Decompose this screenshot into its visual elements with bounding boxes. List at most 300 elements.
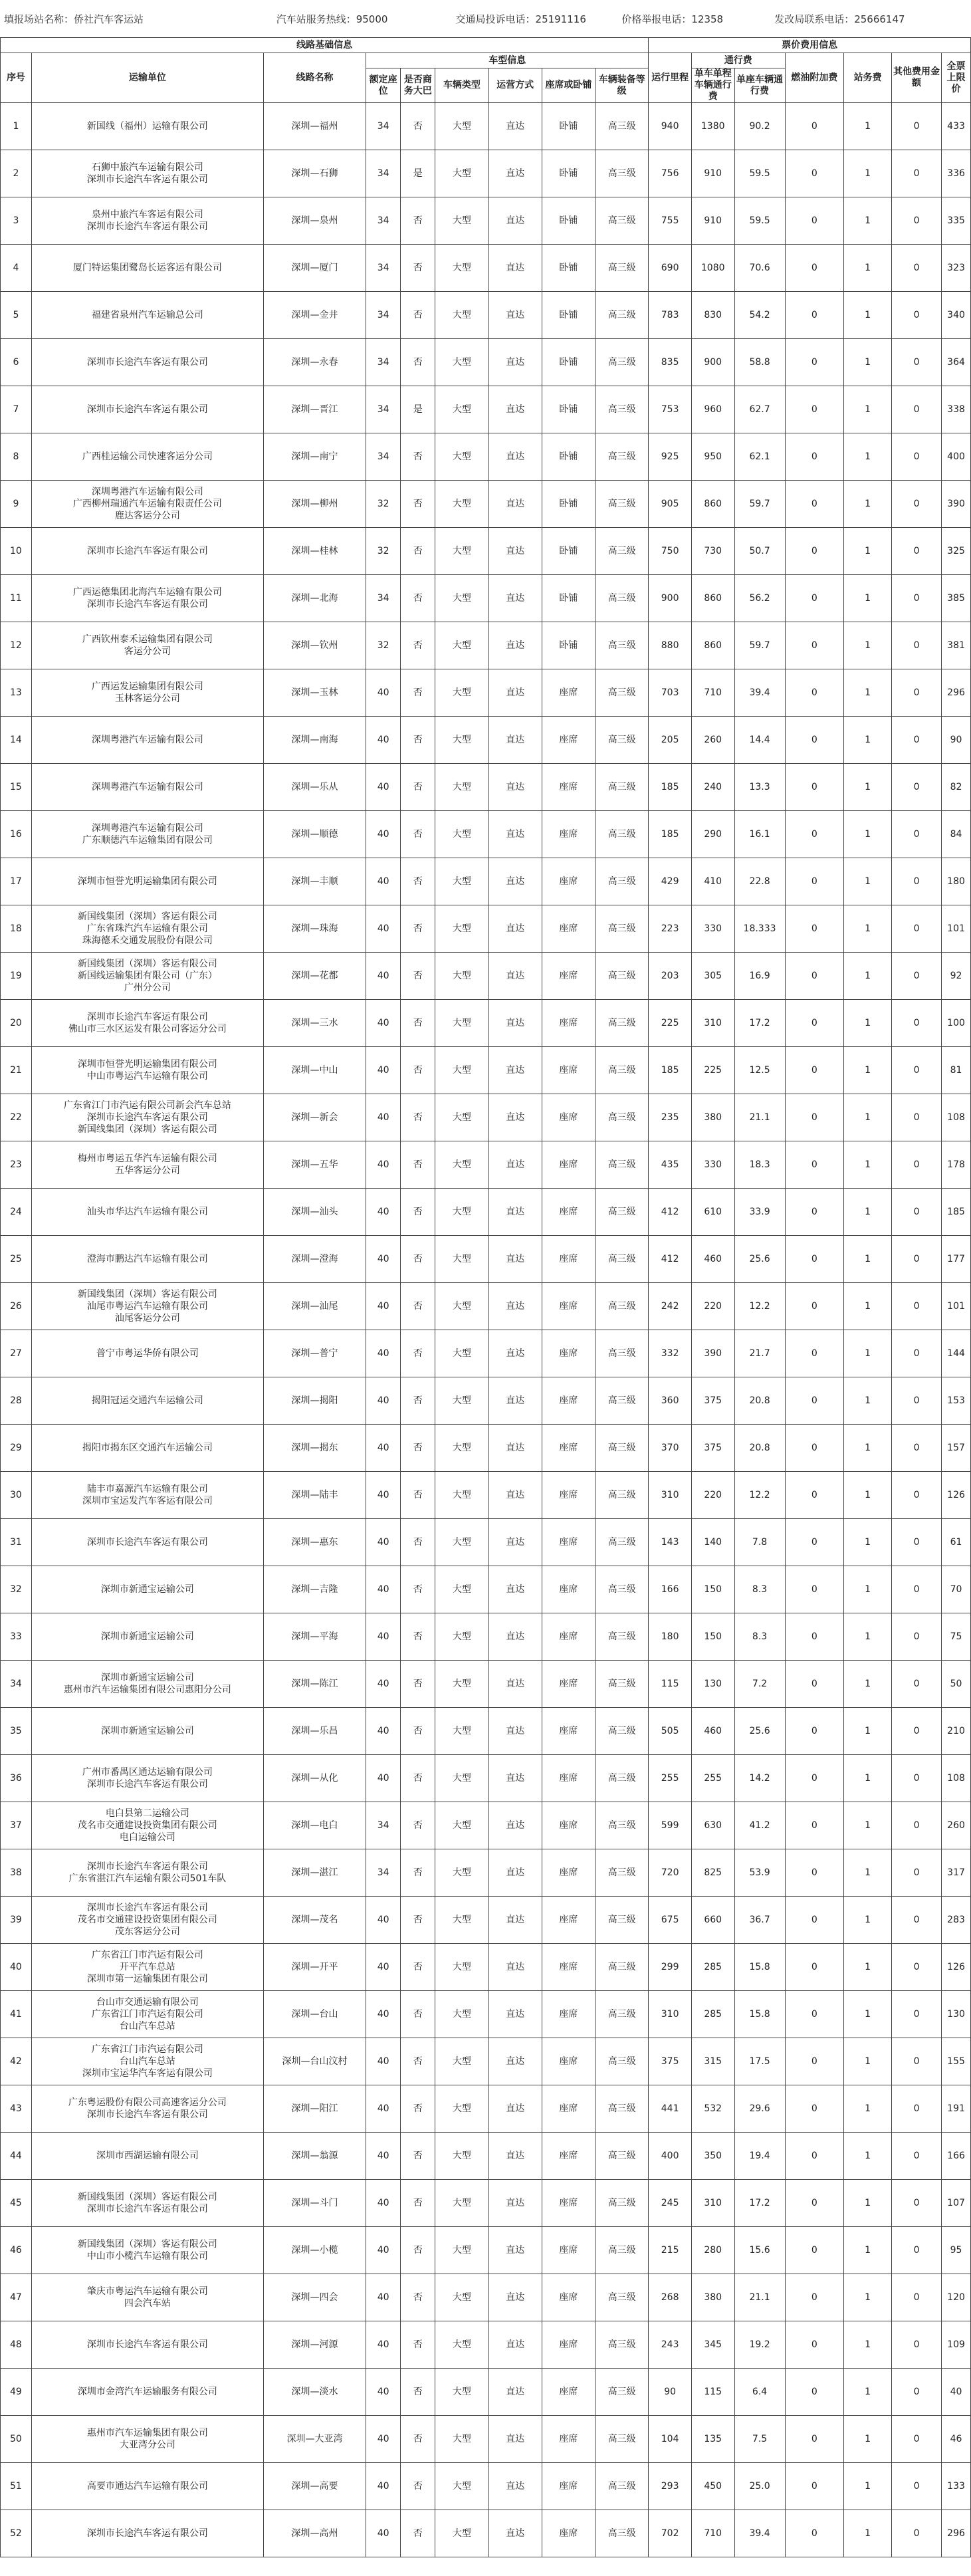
table-row — [1, 1189, 971, 1236]
unit-line: 新国线集团（深圳）客运有限公司 — [77, 2192, 217, 2202]
cell-seq: 21 — [1, 1047, 32, 1094]
cell-business: 否 — [401, 2180, 435, 2227]
unit-line: 台山汽车总站 — [119, 2056, 175, 2067]
cell-fuel: 0 — [785, 2463, 844, 2510]
cell-seq: 7 — [1, 386, 32, 433]
cell-max-price: 185 — [942, 1189, 971, 1236]
cell-toll-vehicle: 380 — [691, 1094, 734, 1141]
cell-other: 0 — [892, 481, 942, 528]
cell-mileage: 702 — [649, 2510, 692, 2557]
unit-line: 深圳市恒誉光明运输集团有限公司 — [77, 1059, 217, 1070]
table-row — [1, 245, 971, 292]
cell-route: 深圳—惠东 — [263, 1519, 366, 1566]
cell-seq: 24 — [1, 1189, 32, 1236]
cell-grade: 高三级 — [595, 905, 648, 953]
cell-mode: 直达 — [488, 292, 542, 339]
cell-seats: 40 — [366, 2510, 401, 2557]
cell-toll-vehicle: 910 — [691, 150, 734, 197]
table-row — [1, 2463, 971, 2510]
cell-toll-vehicle: 1380 — [691, 103, 734, 150]
cell-route: 深圳—柳州 — [263, 481, 366, 528]
cell-other: 0 — [892, 811, 942, 858]
cell-seat-type: 卧铺 — [542, 339, 595, 386]
cell-seats: 40 — [366, 811, 401, 858]
cell-grade: 高三级 — [595, 339, 648, 386]
cell-business: 否 — [401, 528, 435, 575]
unit-line: 高要市通达汽车运输有限公司 — [86, 2481, 208, 2492]
cell-vtype: 大型 — [435, 622, 488, 669]
cell-seats: 40 — [366, 1377, 401, 1425]
cell-grade: 高三级 — [595, 1661, 648, 1708]
cell-max-price: 126 — [942, 1944, 971, 1991]
table-row — [1, 1849, 971, 1897]
cell-mileage: 243 — [649, 2321, 692, 2369]
cell-seats: 34 — [366, 386, 401, 433]
cell-seq: 29 — [1, 1425, 32, 1472]
table-row — [1, 103, 971, 150]
table-row — [1, 1944, 971, 1991]
cell-vtype: 大型 — [435, 1141, 488, 1189]
cell-mode: 直达 — [488, 953, 542, 1000]
cell-fuel: 0 — [785, 2274, 844, 2321]
cell-other: 0 — [892, 1519, 942, 1566]
cell-seats: 34 — [366, 245, 401, 292]
cell-mileage: 435 — [649, 1141, 692, 1189]
cell-max-price: 70 — [942, 1566, 971, 1613]
cell-station-fee: 1 — [844, 2038, 892, 2085]
cell-toll-vehicle: 825 — [691, 1849, 734, 1897]
unit-line: 普宁市粤运华侨有限公司 — [96, 1348, 199, 1359]
cell-vtype: 大型 — [435, 2369, 488, 2416]
cell-route: 深圳—珠海 — [263, 905, 366, 953]
cell-vtype: 大型 — [435, 575, 488, 622]
unit-line: 深圳市长途汽车客运有限公司 — [86, 2528, 208, 2539]
cell-fuel: 0 — [785, 386, 844, 433]
cell-grade: 高三级 — [595, 811, 648, 858]
cell-toll-vehicle: 350 — [691, 2133, 734, 2180]
cell-unit — [31, 103, 263, 150]
cell-mode: 直达 — [488, 1141, 542, 1189]
unit-line: 中山市粤运汽车运输有限公司 — [86, 1071, 208, 1082]
cell-mode: 直达 — [488, 339, 542, 386]
cell-grade: 高三级 — [595, 1991, 648, 2038]
cell-route: 深圳—湛江 — [263, 1849, 366, 1897]
cell-mileage: 310 — [649, 1472, 692, 1519]
cell-unit — [31, 2133, 263, 2180]
cell-toll-vehicle: 280 — [691, 2227, 734, 2274]
cell-unit — [31, 2369, 263, 2416]
cell-toll-vehicle: 310 — [691, 1000, 734, 1047]
cell-grade: 高三级 — [595, 622, 648, 669]
cell-other: 0 — [892, 245, 942, 292]
unit-line: 开平汽车总站 — [119, 1962, 175, 1972]
cell-fuel: 0 — [785, 2416, 844, 2463]
cell-station-fee: 1 — [844, 386, 892, 433]
cell-mileage: 756 — [649, 150, 692, 197]
unit-line: 广西桂运输公司快速客运分公司 — [82, 451, 213, 462]
cell-business: 否 — [401, 1283, 435, 1330]
cell-seats: 40 — [366, 2133, 401, 2180]
cell-mode: 直达 — [488, 1897, 542, 1944]
cell-seq: 51 — [1, 2463, 32, 2510]
cell-station-fee: 1 — [844, 953, 892, 1000]
cell-grade: 高三级 — [595, 2274, 648, 2321]
cell-grade: 高三级 — [595, 1330, 648, 1377]
cell-mileage: 905 — [649, 481, 692, 528]
unit-line: 深圳市长途汽车客运有限公司 — [86, 404, 208, 415]
cell-mileage: 299 — [649, 1944, 692, 1991]
unit-line: 茂名市交通建设投资集团有限公司 — [77, 1915, 217, 1925]
table-row — [1, 197, 971, 245]
cell-mileage: 215 — [649, 2227, 692, 2274]
cell-toll-per-seat: 25.6 — [734, 1708, 785, 1755]
cell-toll-per-seat: 15.6 — [734, 2227, 785, 2274]
cell-business: 否 — [401, 1613, 435, 1661]
cell-station-fee: 1 — [844, 2227, 892, 2274]
cell-mode: 直达 — [488, 197, 542, 245]
cell-toll-per-seat: 12.2 — [734, 1283, 785, 1330]
cell-vtype: 大型 — [435, 1661, 488, 1708]
cell-toll-vehicle: 710 — [691, 2510, 734, 2557]
cell-unit — [31, 811, 263, 858]
unit-line: 珠海德禾交通发展股份有限公司 — [82, 935, 213, 946]
cell-route: 深圳—中山 — [263, 1047, 366, 1094]
cell-station-fee: 1 — [844, 1000, 892, 1047]
table-row — [1, 2369, 971, 2416]
cell-seats: 32 — [366, 622, 401, 669]
cell-unit — [31, 2321, 263, 2369]
cell-vtype: 大型 — [435, 2085, 488, 2133]
cell-seats: 40 — [366, 2227, 401, 2274]
cell-seats: 34 — [366, 1849, 401, 1897]
cell-toll-vehicle: 150 — [691, 1566, 734, 1613]
cell-fuel: 0 — [785, 1613, 844, 1661]
cell-station-fee: 1 — [844, 1755, 892, 1802]
cell-route: 深圳—五华 — [263, 1141, 366, 1189]
cell-fuel: 0 — [785, 717, 844, 764]
cell-grade: 高三级 — [595, 717, 648, 764]
cell-seats: 40 — [366, 2369, 401, 2416]
cell-seat-type: 卧铺 — [542, 245, 595, 292]
cell-mileage: 205 — [649, 717, 692, 764]
cell-seq: 36 — [1, 1755, 32, 1802]
cell-toll-vehicle: 450 — [691, 2463, 734, 2510]
cell-seq: 39 — [1, 1897, 32, 1944]
cell-route: 深圳—吉隆 — [263, 1566, 366, 1613]
cell-seat-type: 座席 — [542, 1849, 595, 1897]
cell-business: 否 — [401, 622, 435, 669]
table-row — [1, 1755, 971, 1802]
cell-grade: 高三级 — [595, 528, 648, 575]
cell-other: 0 — [892, 1425, 942, 1472]
cell-station-fee: 1 — [844, 1377, 892, 1425]
cell-mode: 直达 — [488, 622, 542, 669]
cell-fuel: 0 — [785, 1377, 844, 1425]
cell-fuel: 0 — [785, 953, 844, 1000]
cell-station-fee: 1 — [844, 669, 892, 717]
unit-line: 深圳市西湖运输有限公司 — [96, 2151, 199, 2161]
cell-other: 0 — [892, 622, 942, 669]
unit-line: 深圳市长途汽车客运有限公司 — [86, 221, 208, 232]
cell-route: 深圳—南海 — [263, 717, 366, 764]
cell-route: 深圳—斗门 — [263, 2180, 366, 2227]
cell-toll-per-seat: 70.6 — [734, 245, 785, 292]
cell-seats: 40 — [366, 1283, 401, 1330]
table-row — [1, 1094, 971, 1141]
cell-mode: 直达 — [488, 2038, 542, 2085]
cell-fuel: 0 — [785, 2227, 844, 2274]
cell-station-fee: 1 — [844, 2416, 892, 2463]
table-row — [1, 764, 971, 811]
unit-line: 深圳市长途汽车客运有限公司 — [86, 1012, 208, 1022]
unit-line: 深圳市恒誉光明运输集团有限公司 — [77, 876, 217, 887]
cell-seats: 40 — [366, 669, 401, 717]
cell-station-fee: 1 — [844, 1849, 892, 1897]
table-row — [1, 1991, 971, 2038]
table-row — [1, 1330, 971, 1377]
cell-business: 否 — [401, 2227, 435, 2274]
cell-route: 深圳—小榄 — [263, 2227, 366, 2274]
cell-mode: 直达 — [488, 1755, 542, 1802]
cell-seats: 34 — [366, 197, 401, 245]
cell-mileage: 925 — [649, 433, 692, 481]
cell-seq: 3 — [1, 197, 32, 245]
table-row — [1, 2227, 971, 2274]
cell-route: 深圳—汕头 — [263, 1189, 366, 1236]
cell-unit — [31, 764, 263, 811]
cell-mode: 直达 — [488, 1849, 542, 1897]
cell-other: 0 — [892, 905, 942, 953]
cell-seq: 2 — [1, 150, 32, 197]
cell-unit — [31, 717, 263, 764]
cell-seq: 44 — [1, 2133, 32, 2180]
cell-toll-per-seat: 59.7 — [734, 622, 785, 669]
cell-seats: 32 — [366, 528, 401, 575]
cell-seat-type: 座席 — [542, 1991, 595, 2038]
cell-other: 0 — [892, 1897, 942, 1944]
cell-max-price: 177 — [942, 1236, 971, 1283]
cell-seq: 30 — [1, 1472, 32, 1519]
unit-line: 茂名市交通建设投资集团有限公司 — [77, 1820, 217, 1831]
cell-other: 0 — [892, 386, 942, 433]
cell-other: 0 — [892, 1849, 942, 1897]
table-row — [1, 339, 971, 386]
cell-toll-vehicle: 260 — [691, 717, 734, 764]
cell-fuel: 0 — [785, 2038, 844, 2085]
unit-line: 深圳市新通宝运输公司 — [100, 1726, 194, 1736]
cell-max-price: 61 — [942, 1519, 971, 1566]
table-row — [1, 528, 971, 575]
cell-mileage: 375 — [649, 2038, 692, 2085]
cell-seat-type: 卧铺 — [542, 103, 595, 150]
cell-business: 否 — [401, 2463, 435, 2510]
unit-line: 鹿达客运分公司 — [114, 511, 180, 521]
cell-mileage: 675 — [649, 1897, 692, 1944]
unit-line: 新国线集团（深圳）客运有限公司 — [77, 2239, 217, 2250]
cell-unit — [31, 339, 263, 386]
cell-toll-vehicle: 1080 — [691, 245, 734, 292]
cell-seat-type: 座席 — [542, 2416, 595, 2463]
cell-vtype: 大型 — [435, 2416, 488, 2463]
unit-line: 惠州市汽车运输集团有限公司 — [86, 2428, 208, 2438]
cell-vtype: 大型 — [435, 1236, 488, 1283]
cell-station-fee: 1 — [844, 1944, 892, 1991]
cell-grade: 高三级 — [595, 2463, 648, 2510]
cell-seats: 40 — [366, 2038, 401, 2085]
cell-route: 深圳—玉林 — [263, 669, 366, 717]
cell-max-price: 100 — [942, 1000, 971, 1047]
cell-toll-vehicle: 960 — [691, 386, 734, 433]
unit-line: 深圳市长途汽车客运有限公司 — [86, 1903, 208, 1913]
table-row — [1, 858, 971, 905]
cell-unit — [31, 1991, 263, 2038]
unit-line: 广东省江门市汽运有限公司 — [91, 2044, 203, 2055]
cell-mode: 直达 — [488, 2085, 542, 2133]
header-seq: 序号 — [1, 53, 32, 103]
cell-route: 深圳—翁源 — [263, 2133, 366, 2180]
table-row — [1, 1708, 971, 1755]
table-row — [1, 575, 971, 622]
cell-seq: 18 — [1, 905, 32, 953]
unit-line: 广州分公司 — [124, 983, 171, 993]
table-row — [1, 292, 971, 339]
cell-max-price: 120 — [942, 2274, 971, 2321]
cell-route: 深圳—揭阳 — [263, 1377, 366, 1425]
cell-vtype: 大型 — [435, 1189, 488, 1236]
table-row — [1, 717, 971, 764]
cell-toll-per-seat: 17.5 — [734, 2038, 785, 2085]
cell-other: 0 — [892, 1802, 942, 1849]
cell-vtype: 大型 — [435, 433, 488, 481]
cell-max-price: 40 — [942, 2369, 971, 2416]
cell-toll-per-seat: 36.7 — [734, 1897, 785, 1944]
cell-mileage: 293 — [649, 2463, 692, 2510]
cell-route: 深圳—茂名 — [263, 1897, 366, 1944]
cell-mode: 直达 — [488, 764, 542, 811]
cell-seat-type: 座席 — [542, 1236, 595, 1283]
cell-toll-per-seat: 8.3 — [734, 1566, 785, 1613]
cell-mileage: 235 — [649, 1094, 692, 1141]
unit-line: 深圳市长途汽车客运有限公司 — [86, 174, 208, 185]
cell-grade: 高三级 — [595, 1849, 648, 1897]
cell-other: 0 — [892, 2510, 942, 2557]
cell-other: 0 — [892, 717, 942, 764]
cell-vtype: 大型 — [435, 528, 488, 575]
cell-seat-type: 座席 — [542, 1000, 595, 1047]
cell-grade: 高三级 — [595, 858, 648, 905]
cell-seq: 47 — [1, 2274, 32, 2321]
cell-seat-type: 座席 — [542, 764, 595, 811]
dev-reform-phone: 发改局联系电话：25666147 — [774, 13, 905, 25]
cell-route: 深圳—陆丰 — [263, 1472, 366, 1519]
cell-fuel: 0 — [785, 103, 844, 150]
unit-line: 泉州中旅汽车客运有限公司 — [91, 209, 203, 220]
cell-mode: 直达 — [488, 1094, 542, 1141]
table-row — [1, 386, 971, 433]
unit-line: 深圳市新通宝运输公司 — [100, 1631, 194, 1642]
table-body — [1, 103, 971, 2557]
cell-business: 否 — [401, 1000, 435, 1047]
cell-business: 否 — [401, 669, 435, 717]
cell-mode: 直达 — [488, 433, 542, 481]
cell-mode: 直达 — [488, 2510, 542, 2557]
unit-line: 广东省江门市汽运有限公司新会汽车总站 — [63, 1100, 231, 1111]
cell-other: 0 — [892, 2321, 942, 2369]
unit-line: 台山汽车总站 — [119, 2021, 175, 2032]
unit-line: 深圳市长途汽车客运有限公司 — [86, 546, 208, 556]
cell-grade: 高三级 — [595, 953, 648, 1000]
cell-mileage: 599 — [649, 1802, 692, 1849]
cell-mileage: 400 — [649, 2133, 692, 2180]
cell-other: 0 — [892, 858, 942, 905]
cell-fuel: 0 — [785, 1236, 844, 1283]
cell-business: 否 — [401, 2038, 435, 2085]
table-row — [1, 2180, 971, 2227]
cell-mileage: 242 — [649, 1283, 692, 1330]
cell-mileage: 185 — [649, 764, 692, 811]
cell-unit — [31, 386, 263, 433]
cell-mileage: 310 — [649, 1991, 692, 2038]
cell-grade: 高三级 — [595, 2038, 648, 2085]
cell-unit — [31, 2227, 263, 2274]
cell-unit — [31, 905, 263, 953]
cell-fuel: 0 — [785, 481, 844, 528]
unit-line: 深圳粤港汽车运输有限公司 — [91, 735, 203, 745]
cell-vtype: 大型 — [435, 2180, 488, 2227]
table-row — [1, 1802, 971, 1849]
cell-seats: 40 — [366, 1519, 401, 1566]
cell-fuel: 0 — [785, 1425, 844, 1472]
cell-other: 0 — [892, 150, 942, 197]
cell-seq: 40 — [1, 1944, 32, 1991]
cell-mode: 直达 — [488, 1708, 542, 1755]
cell-fuel: 0 — [785, 1802, 844, 1849]
cell-toll-per-seat: 13.3 — [734, 764, 785, 811]
cell-seats: 40 — [366, 2416, 401, 2463]
cell-mileage: 268 — [649, 2274, 692, 2321]
cell-seq: 52 — [1, 2510, 32, 2557]
cell-station-fee: 1 — [844, 103, 892, 150]
cell-max-price: 101 — [942, 905, 971, 953]
cell-fuel: 0 — [785, 575, 844, 622]
cell-unit — [31, 2510, 263, 2557]
cell-business: 否 — [401, 1897, 435, 1944]
cell-station-fee: 1 — [844, 1802, 892, 1849]
cell-mileage: 412 — [649, 1236, 692, 1283]
unit-line: 深圳市宝运发汽车客运有限公司 — [82, 1496, 213, 1506]
cell-grade: 高三级 — [595, 1897, 648, 1944]
cell-seats: 40 — [366, 717, 401, 764]
cell-mode: 直达 — [488, 2369, 542, 2416]
cell-grade: 高三级 — [595, 386, 648, 433]
cell-station-fee: 1 — [844, 1330, 892, 1377]
cell-max-price: 157 — [942, 1425, 971, 1472]
cell-business: 否 — [401, 1472, 435, 1519]
header-toll-vehicle: 单车单程车辆通行费 — [691, 68, 734, 103]
cell-seq: 46 — [1, 2227, 32, 2274]
unit-line: 茂东客运分公司 — [114, 1927, 180, 1937]
cell-station-fee: 1 — [844, 1236, 892, 1283]
cell-route: 深圳—厦门 — [263, 245, 366, 292]
cell-toll-per-seat: 21.1 — [734, 2274, 785, 2321]
cell-mode: 直达 — [488, 1189, 542, 1236]
cell-toll-vehicle: 860 — [691, 481, 734, 528]
cell-route: 深圳—大亚湾 — [263, 2416, 366, 2463]
cell-max-price: 325 — [942, 528, 971, 575]
table-row — [1, 481, 971, 528]
cell-business: 否 — [401, 858, 435, 905]
cell-mode: 直达 — [488, 1802, 542, 1849]
